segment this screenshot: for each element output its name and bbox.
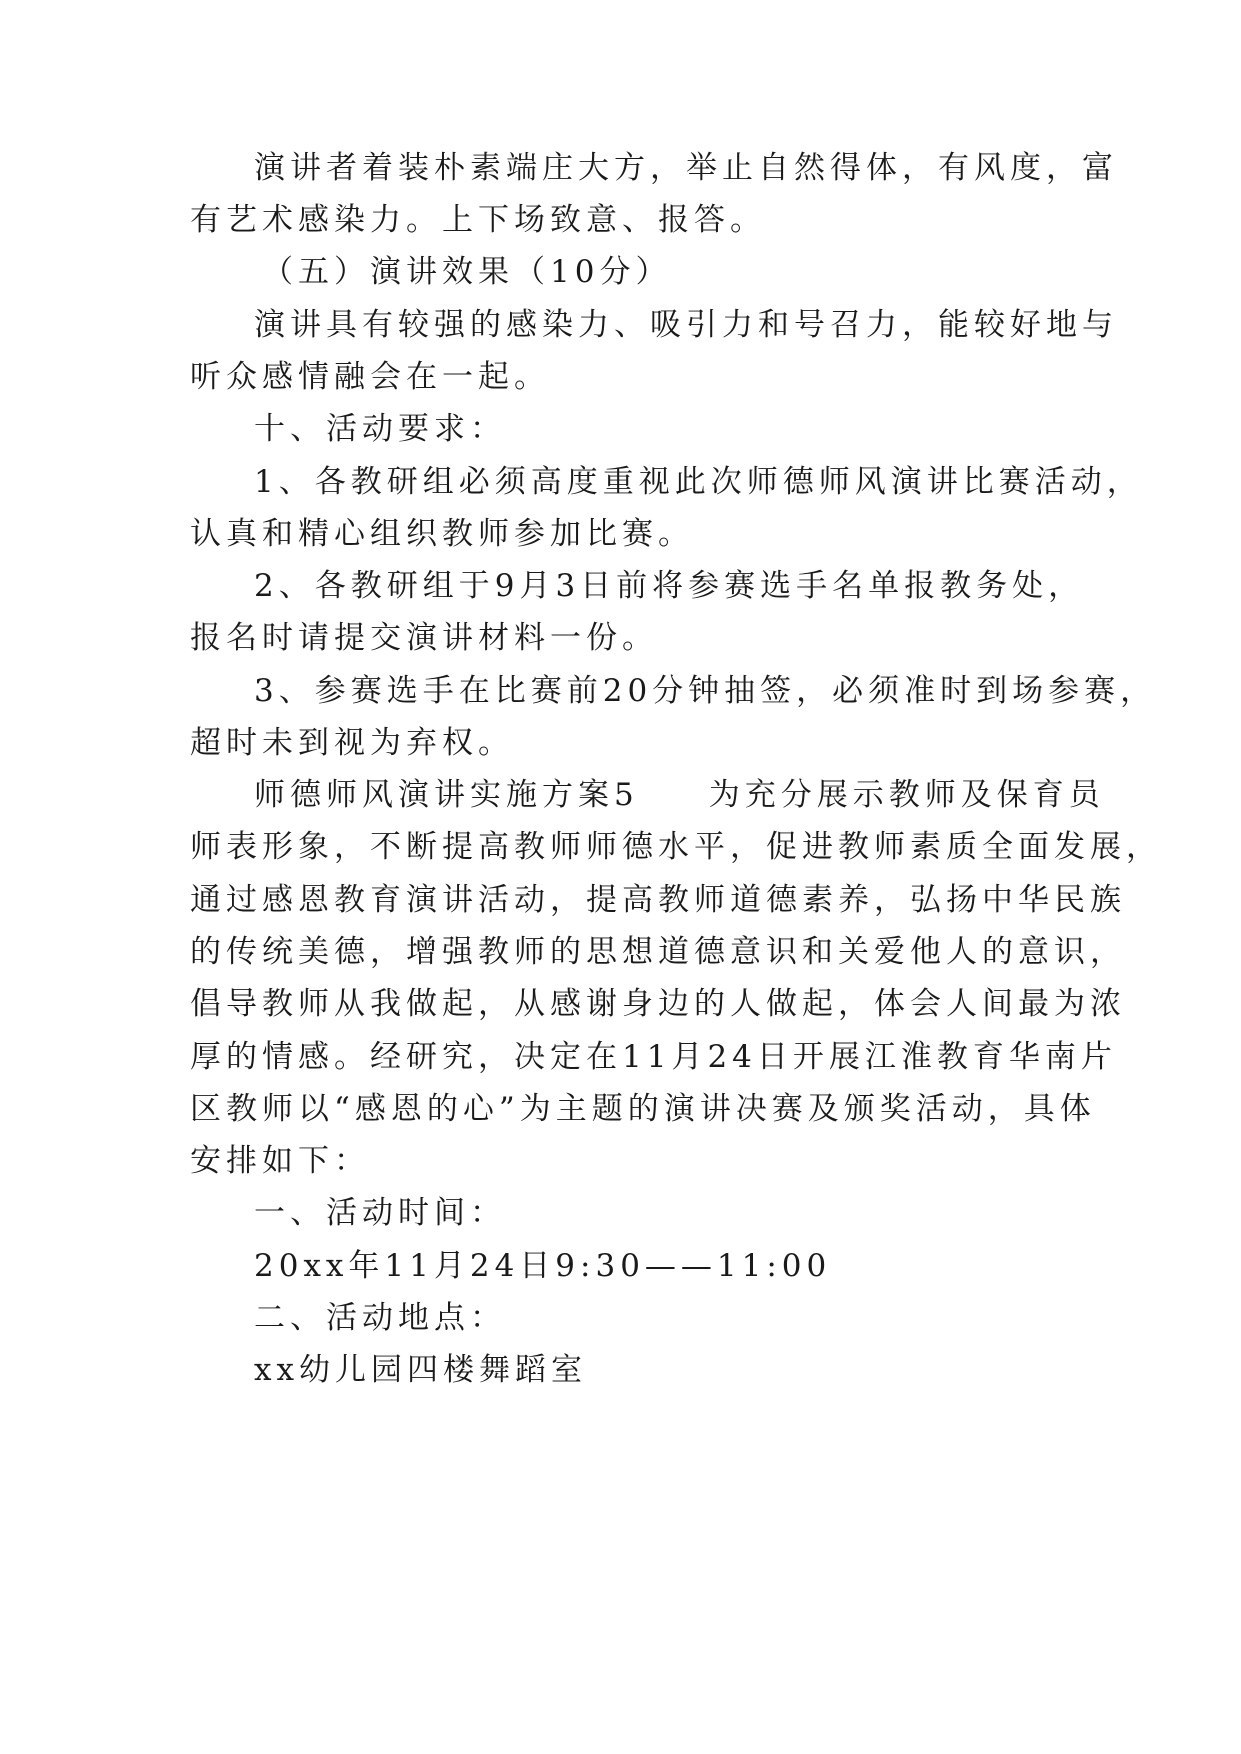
list-item: 3、参赛选手在比赛前20分钟抽签，必须准时到场参赛，: [254, 673, 1157, 709]
list-item-continuation: 报名时请提交演讲材料一份。: [190, 620, 658, 656]
paragraph-line: 师表形象，不断提高教师师德水平，促进教师素质全面发展，: [190, 829, 1162, 865]
paragraph-line: 倡导教师从我做起，从感谢身边的人做起，体会人间最为浓: [190, 986, 1126, 1022]
activity-location: xx幼儿园四楼舞蹈室: [254, 1352, 587, 1388]
paragraph-line: [254, 775, 1105, 815]
paragraph-text: 为充分展示教师及保育员: [708, 777, 1105, 813]
section-heading: 一、活动时间：: [254, 1195, 506, 1231]
section-title: 师德师风演讲实施方案5: [254, 777, 639, 813]
paragraph-line: 厚的情感。经研究，决定在11月24日开展江淮教育华南片: [190, 1039, 1117, 1075]
paragraph-line: 听众感情融会在一起。: [190, 359, 550, 395]
section-heading: （五）演讲效果（10分）: [262, 254, 672, 290]
paragraph-line: 通过感恩教育演讲活动，提高教师道德素养，弘扬中华民族: [190, 882, 1126, 918]
paragraph-line: 有艺术感染力。上下场致意、报答。: [190, 202, 766, 238]
section-heading: 十、活动要求：: [254, 411, 506, 447]
paragraph-line: 演讲者着装朴素端庄大方，举止自然得体，有风度，富: [254, 150, 1118, 186]
section-heading: 二、活动地点：: [254, 1300, 506, 1336]
paragraph-line: 的传统美德，增强教师的思想道德意识和关爱他人的意识，: [190, 934, 1126, 970]
activity-time: 20xx年11月24日9:30——11:00: [254, 1248, 832, 1284]
list-item: 1、各教研组必须高度重视此次师德师风演讲比赛活动，: [254, 464, 1143, 500]
paragraph-line: 安排如下：: [190, 1143, 370, 1179]
list-item-continuation: 认真和精心组织教师参加比赛。: [190, 516, 694, 552]
paragraph-line: 演讲具有较强的感染力、吸引力和号召力，能较好地与: [254, 307, 1118, 343]
paragraph-line: 区教师以“感恩的心”为主题的演讲决赛及颁奖活动，具体: [190, 1091, 1096, 1127]
list-item: 2、各教研组于9月3日前将参赛选手名单报教务处，: [254, 568, 1085, 604]
list-item-continuation: 超时未到视为弃权。: [190, 725, 514, 761]
